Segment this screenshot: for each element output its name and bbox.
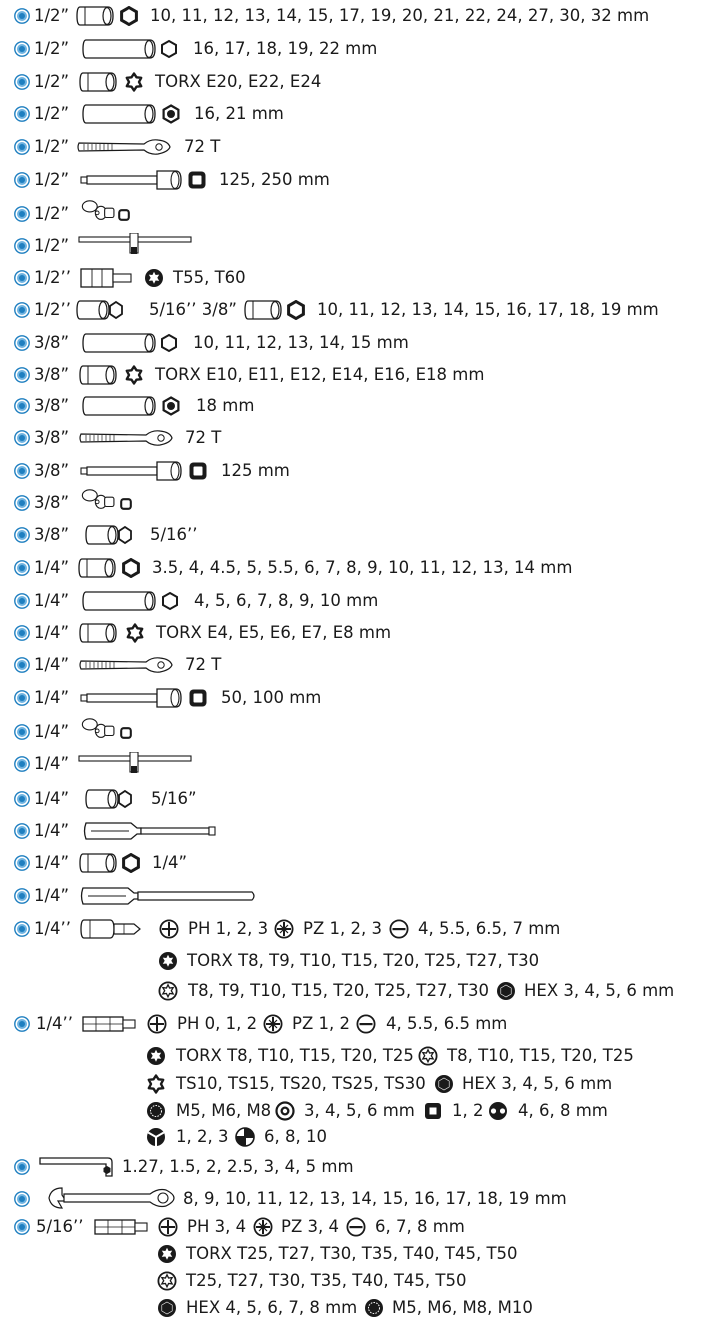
item-sizes: 1, 2, 3: [176, 1127, 229, 1146]
drive-size: 1/2”: [34, 236, 70, 255]
bullet-icon: [14, 302, 30, 318]
drive-size: 1/2”: [34, 39, 70, 58]
drive-size: 1/4”: [34, 789, 70, 808]
socket-short-icon: [79, 621, 119, 645]
drive-size: 1/2”: [34, 170, 70, 189]
item-sizes: M5, M6, M8: [176, 1101, 272, 1120]
item-sizes: T25, T27, T30, T35, T40, T45, T50: [186, 1271, 467, 1290]
item-sizes: TORX T25, T27, T30, T35, T40, T45, T50: [186, 1244, 518, 1263]
list-item: [0, 948, 722, 974]
slotted-icon: [356, 1014, 376, 1034]
drive-size: 1/2”: [34, 104, 70, 123]
drive-size: 1/2’’: [34, 300, 72, 319]
bit-holder-icon: [80, 266, 134, 290]
list-item: [0, 883, 722, 909]
item-sizes: 8, 9, 10, 11, 12, 13, 14, 15, 16, 17, 18, 19 mm: [183, 1189, 567, 1208]
bullet-icon: [14, 139, 30, 155]
bullet-icon: [14, 41, 30, 57]
impact-socket-icon: [161, 396, 181, 416]
hex-socket-icon: [121, 558, 141, 578]
list-item: [0, 36, 722, 62]
bullet-icon: [14, 172, 30, 188]
drive-size: 1/4”: [34, 754, 70, 773]
item-sizes-2: 6, 8, 10: [264, 1127, 327, 1146]
torx-icon: [144, 268, 164, 288]
bullet-icon: [14, 888, 30, 904]
bullet-icon: [14, 724, 30, 740]
bullet-icon: [14, 8, 30, 24]
drive-size: 1/4”: [34, 722, 70, 741]
bullet-icon: [14, 791, 30, 807]
ratchet-icon: [78, 428, 178, 448]
drive-size: 3/8”: [34, 428, 70, 447]
list-item: [0, 1043, 722, 1069]
list-item: [0, 425, 722, 451]
item-sizes: 18 mm: [196, 396, 255, 415]
screwdriver-handle-icon: [83, 819, 223, 843]
list-item: [0, 3, 722, 29]
torx-e-icon: [124, 72, 144, 92]
list-item: [0, 362, 722, 388]
item-sizes-2: 10, 11, 12, 13, 14, 15, 16, 17, 18, 19 mm: [317, 300, 659, 319]
item-sizes-3: 1, 2: [452, 1101, 484, 1120]
bullet-icon: [14, 625, 30, 641]
list-item: [0, 330, 722, 356]
list-item: [0, 685, 722, 711]
drive-size: 1/2”: [34, 72, 70, 91]
item-sizes: 1.27, 1.5, 2, 2.5, 3, 4, 5 mm: [122, 1157, 354, 1176]
bullet-icon: [14, 398, 30, 414]
socket-short-icon: [79, 70, 119, 94]
square-drive-bit-icon: [423, 1101, 443, 1121]
item-sizes: 16, 21 mm: [194, 104, 284, 123]
drive-size: 3/8”: [34, 493, 70, 512]
square-drive-icon: [188, 461, 208, 481]
list-item: [0, 652, 722, 678]
socket-short-icon: [244, 298, 284, 322]
item-sizes: TORX E20, E22, E24: [155, 72, 322, 91]
drive-size: 1/4”: [34, 558, 70, 577]
socket-short-icon: [79, 851, 119, 875]
bullet-icon: [14, 855, 30, 871]
item-sizes: 10, 11, 12, 13, 14, 15 mm: [193, 333, 409, 352]
item-sizes-2: T8, T10, T15, T20, T25: [447, 1046, 634, 1065]
torx-icon: [158, 951, 178, 971]
hex-socket-icon: [121, 853, 141, 873]
list-item: [0, 818, 722, 844]
bullet-icon: [14, 463, 30, 479]
item-sizes-2: HEX 3, 4, 5, 6 mm: [462, 1074, 613, 1093]
item-sizes: 5/16’’ 3/8”: [149, 300, 237, 319]
drive-size: 1/2”: [34, 137, 70, 156]
list-item: [0, 751, 722, 777]
item-sizes: 5/16”: [151, 789, 197, 808]
universal-joint-icon: [77, 716, 123, 742]
list-item: [0, 555, 722, 581]
list-item: [0, 233, 722, 259]
torx-e-icon: [125, 623, 145, 643]
torx-tamper-icon: [418, 1046, 438, 1066]
item-sizes-3: 6, 7, 8 mm: [375, 1217, 465, 1236]
bullet-icon: [14, 238, 30, 254]
slotted-icon: [346, 1217, 366, 1237]
universal-joint-icon: [77, 487, 123, 513]
drive-size: 1/2”: [34, 6, 70, 25]
bullet-icon: [14, 823, 30, 839]
drive-size: 3/8”: [34, 396, 70, 415]
bullet-icon: [14, 367, 30, 383]
item-sizes-2: PZ 1, 2, 3: [303, 919, 382, 938]
drive-size: 1/2’’: [34, 268, 72, 287]
screwdriver-extension-icon: [80, 884, 260, 908]
ribe-icon: [275, 1101, 295, 1121]
item-sizes: 10, 11, 12, 13, 14, 15, 17, 19, 20, 21, 22, 24, 27, 30, 32 mm: [150, 6, 650, 25]
socket-short-icon: [78, 556, 118, 580]
item-sizes: TORX E10, E11, E12, E14, E16, E18 mm: [155, 365, 485, 384]
bullet-icon: [14, 206, 30, 222]
xzn-icon: [364, 1298, 384, 1318]
list-item: [0, 850, 722, 876]
drive-size: 3/8”: [34, 333, 70, 352]
square-small-icon: [116, 207, 132, 223]
socket-short-icon: [76, 4, 116, 28]
drive-size: 1/2”: [34, 204, 70, 223]
item-sizes: T55, T60: [173, 268, 246, 287]
square-small-icon: [118, 725, 134, 741]
hex-socket-icon: [159, 333, 179, 353]
socket-adapter-icon: [76, 298, 124, 322]
tri-wing-icon: [146, 1127, 166, 1147]
list-item: [0, 458, 722, 484]
drive-size: 5/16’’: [36, 1217, 84, 1236]
socket-long-icon: [82, 102, 158, 126]
socket-long-icon: [82, 394, 158, 418]
item-sizes: PH 1, 2, 3: [188, 919, 269, 938]
extension-bar-icon: [80, 459, 184, 483]
bullet-icon: [14, 430, 30, 446]
item-sizes: TORX E4, E5, E6, E7, E8 mm: [156, 623, 392, 642]
item-sizes: 125 mm: [221, 461, 290, 480]
spanner-bit-icon: [488, 1101, 508, 1121]
pozidriv-icon: [263, 1014, 283, 1034]
item-sizes: PH 0, 1, 2: [177, 1014, 258, 1033]
drive-size: 1/4”: [34, 591, 70, 610]
list-item: [0, 134, 722, 160]
item-sizes: 50, 100 mm: [221, 688, 322, 707]
bullet-icon: [14, 527, 30, 543]
list-item: [0, 167, 722, 193]
item-sizes: 5/16’’: [150, 525, 198, 544]
item-sizes: 72 T: [184, 137, 221, 156]
bit-holder-icon: [94, 1215, 150, 1239]
item-sizes: T8, T9, T10, T15, T20, T25, T27, T30: [188, 981, 490, 1000]
item-sizes-4: 4, 6, 8 mm: [518, 1101, 608, 1120]
item-sizes: TORX T8, T9, T10, T15, T20, T25, T27, T30: [187, 951, 540, 970]
hex-icon: [157, 1298, 177, 1318]
list-item: [0, 1154, 722, 1180]
phillips-icon: [159, 919, 179, 939]
list-item: [0, 1011, 722, 1037]
bullet-icon: [14, 593, 30, 609]
item-sizes: 72 T: [185, 655, 222, 674]
item-sizes-3: 4, 5.5, 6.5 mm: [386, 1014, 508, 1033]
item-sizes-2: HEX 3, 4, 5, 6 mm: [524, 981, 675, 1000]
torx-icon: [157, 1244, 177, 1264]
t-bar-icon: [78, 233, 194, 255]
phillips-icon: [147, 1014, 167, 1034]
list-item: [0, 1071, 722, 1097]
ratchet-icon: [76, 137, 176, 157]
pozidriv-icon: [274, 919, 294, 939]
bit-holder-icon: [82, 1012, 138, 1036]
list-item: [0, 522, 722, 548]
hex-icon: [434, 1074, 454, 1094]
drive-size: 1/4’’: [34, 919, 72, 938]
bullet-icon: [14, 1219, 30, 1235]
ratchet-icon: [78, 655, 178, 675]
slotted-icon: [389, 919, 409, 939]
item-sizes-3: 4, 5.5, 6.5, 7 mm: [418, 919, 561, 938]
phillips-icon: [158, 1217, 178, 1237]
hex-icon: [496, 981, 516, 1001]
list-item: [0, 69, 722, 95]
item-sizes: TS10, TS15, TS20, TS25, TS30: [176, 1074, 426, 1093]
item-sizes: 125, 250 mm: [219, 170, 330, 189]
xzn-icon: [146, 1101, 166, 1121]
bullet-icon: [14, 335, 30, 351]
drive-size: 1/4”: [34, 821, 70, 840]
list-item: [0, 978, 722, 1004]
item-sizes: 16, 17, 18, 19, 22 mm: [193, 39, 378, 58]
list-item: [0, 588, 722, 614]
list-item: [0, 620, 722, 646]
torq-set-icon: [235, 1127, 255, 1147]
item-sizes: HEX 4, 5, 6, 7, 8 mm: [186, 1298, 358, 1317]
hex-small-icon: [102, 1165, 112, 1175]
torx-plus-tamper-icon: [146, 1074, 166, 1094]
bullet-icon: [14, 1191, 30, 1207]
list-item: [0, 1295, 722, 1321]
hex-socket-icon: [286, 300, 306, 320]
bullet-icon: [14, 106, 30, 122]
torx-tamper-icon: [157, 1271, 177, 1291]
item-sizes-2: PZ 1, 2: [292, 1014, 350, 1033]
item-sizes-2: M5, M6, M8, M10: [392, 1298, 533, 1317]
socket-long-icon: [82, 589, 158, 613]
list-item: [0, 393, 722, 419]
torx-e-icon: [124, 365, 144, 385]
item-sizes: 4, 5, 6, 7, 8, 9, 10 mm: [194, 591, 379, 610]
socket-long-icon: [82, 331, 158, 355]
bullet-icon: [14, 657, 30, 673]
list-item: [0, 265, 722, 291]
combination-spanner-icon: [46, 1185, 176, 1211]
bullet-icon: [14, 495, 30, 511]
extension-bar-icon: [80, 686, 184, 710]
item-sizes: TORX T8, T10, T15, T20, T25: [176, 1046, 414, 1065]
bullet-icon: [14, 756, 30, 772]
torx-icon: [146, 1046, 166, 1066]
hex-socket-icon: [159, 39, 179, 59]
square-drive-icon: [187, 170, 207, 190]
list-item: [0, 201, 722, 227]
drive-size: 3/8”: [34, 365, 70, 384]
list-item: [0, 1268, 722, 1294]
socket-short-icon: [79, 363, 119, 387]
list-item: [0, 1124, 722, 1150]
list-item: [0, 490, 722, 516]
socket-adapter-icon: [77, 523, 141, 547]
bullet-icon: [14, 270, 30, 286]
bullet-icon: [14, 74, 30, 90]
impact-socket-icon: [161, 104, 181, 124]
list-item: [0, 1214, 722, 1240]
bullet-icon: [14, 690, 30, 706]
list-item: [0, 101, 722, 127]
drive-size: 1/4”: [34, 688, 70, 707]
socket-long-icon: [82, 37, 158, 61]
list-item: [0, 297, 722, 323]
item-sizes: 1/4”: [152, 853, 188, 872]
hex-socket-icon: [119, 6, 139, 26]
list-item: [0, 786, 722, 812]
hex-socket-icon: [160, 591, 180, 611]
square-small-icon: [118, 496, 134, 512]
list-item: [0, 719, 722, 745]
item-sizes: PH 3, 4: [187, 1217, 247, 1236]
socket-adapter-icon: [77, 787, 141, 811]
item-sizes: 3.5, 4, 4.5, 5, 5.5, 6, 7, 8, 9, 10, 11, 12, 13, 14 mm: [152, 558, 573, 577]
bullet-icon: [14, 1016, 30, 1032]
drive-size: 1/4’’: [36, 1014, 74, 1033]
torx-tamper-icon: [158, 981, 178, 1001]
drive-size: 1/4”: [34, 655, 70, 674]
list-item: [0, 1241, 722, 1267]
t-bar-icon: [78, 752, 194, 774]
extension-bar-icon: [80, 168, 184, 192]
list-item: [0, 1186, 722, 1212]
bullet-icon: [14, 560, 30, 576]
pozidriv-icon: [253, 1217, 273, 1237]
drive-size: 3/8”: [34, 525, 70, 544]
bullet-icon: [14, 921, 30, 937]
item-sizes-2: 3, 4, 5, 6 mm: [304, 1101, 415, 1120]
bit-socket-icon: [80, 917, 144, 941]
list-item: [0, 1098, 722, 1124]
square-drive-icon: [188, 688, 208, 708]
drive-size: 1/4”: [34, 853, 70, 872]
item-sizes-2: PZ 3, 4: [281, 1217, 339, 1236]
bullet-icon: [14, 1159, 30, 1175]
list-item: [0, 916, 722, 942]
drive-size: 3/8”: [34, 461, 70, 480]
item-sizes: 72 T: [185, 428, 222, 447]
drive-size: 1/4”: [34, 886, 70, 905]
drive-size: 1/4”: [34, 623, 70, 642]
